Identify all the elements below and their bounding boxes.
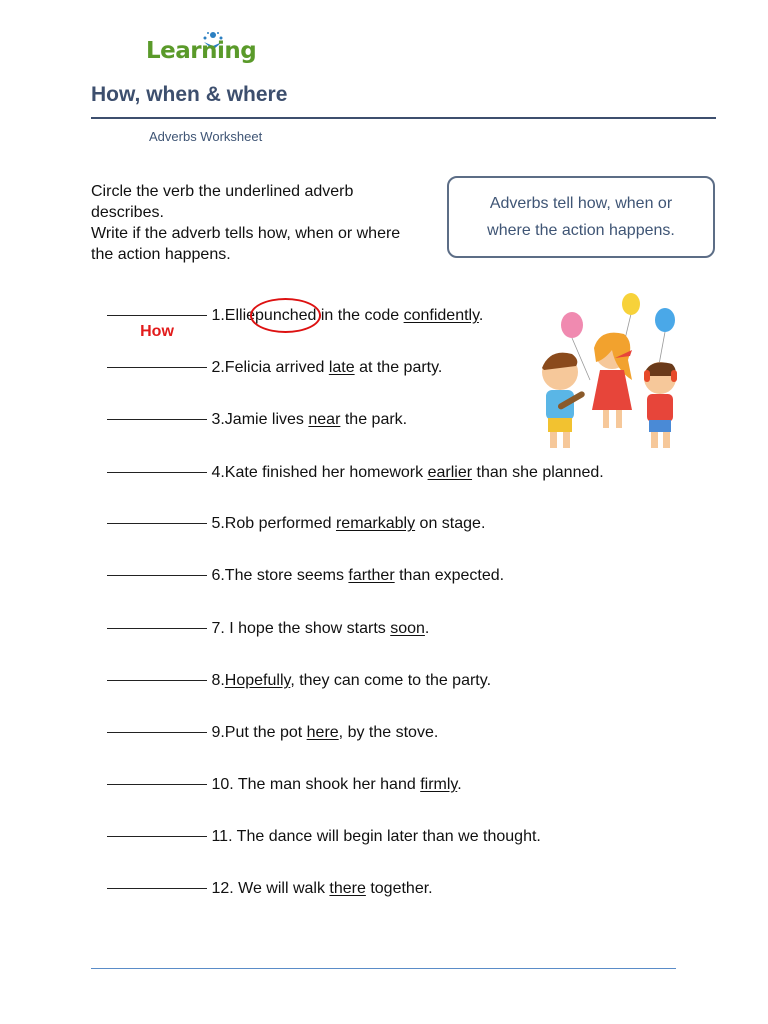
question-text: The man shook her hand xyxy=(233,776,421,793)
underlined-adverb: late xyxy=(328,359,355,376)
question-text: Felicia arrived xyxy=(224,359,329,376)
question-number: 5. xyxy=(211,515,225,532)
question-number: 1. xyxy=(211,307,225,324)
question-number: 8. xyxy=(211,672,225,689)
underlined-adverb: farther xyxy=(348,567,395,584)
underlined-adverb: soon xyxy=(390,620,425,637)
question-text: The store seems xyxy=(224,567,349,584)
kids-with-balloons-illustration xyxy=(520,290,700,460)
question-text: on stage. xyxy=(415,515,486,532)
question-9 xyxy=(107,721,438,745)
learning-logo xyxy=(146,30,256,72)
question-text: . xyxy=(478,307,484,324)
question-text: . xyxy=(457,776,462,793)
question-text: The dance will begin later than we thought. xyxy=(232,828,541,845)
question-6 xyxy=(107,564,504,588)
title-divider xyxy=(91,117,716,119)
page-title: How, when & where xyxy=(91,83,288,106)
underlined-adverb: earlier xyxy=(427,464,473,481)
underlined-adverb: there xyxy=(329,880,366,897)
question-number: 12. xyxy=(211,880,234,897)
circled-verb xyxy=(255,304,316,328)
logo-text: Learning xyxy=(146,38,257,64)
answer-text: How xyxy=(140,323,174,340)
underlined-adverb: firmly xyxy=(420,776,458,793)
question-2 xyxy=(107,356,442,380)
underlined-adverb: remarkably xyxy=(335,515,416,532)
question-text: at the party. xyxy=(354,359,443,376)
question-text: than she planned. xyxy=(472,464,604,481)
question-8 xyxy=(107,669,491,693)
question-text: Kate finished her homework xyxy=(224,464,428,481)
footer-divider xyxy=(91,968,676,969)
question-text: the park. xyxy=(340,411,408,428)
question-number: 7. xyxy=(211,620,225,637)
question-4 xyxy=(107,461,604,485)
question-text: I hope the show starts xyxy=(224,620,391,637)
question-number: 6. xyxy=(211,567,225,584)
question-number: 3. xyxy=(211,411,225,428)
question-3 xyxy=(107,408,407,432)
question-number: 2. xyxy=(211,359,225,376)
question-7 xyxy=(107,617,429,641)
underlined-adverb: Hopefully xyxy=(224,672,291,689)
question-number: 4. xyxy=(211,464,225,481)
circle-mark xyxy=(250,298,321,333)
question-12 xyxy=(107,877,433,901)
question-10 xyxy=(107,773,462,797)
question-text: together. xyxy=(365,880,433,897)
verb-text: punched xyxy=(255,307,317,324)
page-subtitle: Adverbs Worksheet xyxy=(149,129,263,144)
underlined-adverb: here xyxy=(306,724,339,741)
question-text: in the code xyxy=(316,307,404,324)
underlined-adverb: near xyxy=(308,411,341,428)
question-text: , by the stove. xyxy=(338,724,439,741)
instruction-line: Circle the verb the underlined adverb describes. xyxy=(91,183,354,221)
question-text: Rob performed xyxy=(224,515,336,532)
question-text: We will walk xyxy=(233,880,330,897)
question-number: 9. xyxy=(211,724,225,741)
info-box-text: Adverbs tell how, when or where the action happens. xyxy=(487,195,675,239)
question-text: Ellie xyxy=(224,307,256,324)
question-text: Jamie lives xyxy=(224,411,309,428)
question-1 xyxy=(107,304,484,340)
question-5 xyxy=(107,512,485,536)
instructions xyxy=(91,181,411,265)
question-text: , they can come to the party. xyxy=(290,672,492,689)
info-box xyxy=(447,176,715,258)
instruction-line: Write if the adverb tells how, when or where the action happens. xyxy=(91,225,401,263)
underlined-adverb: confidently xyxy=(403,307,479,324)
question-11 xyxy=(107,825,541,849)
question-text: than expected. xyxy=(394,567,505,584)
question-number: 11. xyxy=(211,828,233,845)
question-number: 10. xyxy=(211,776,234,793)
question-text: . xyxy=(424,620,430,637)
question-text: Put the pot xyxy=(224,724,307,741)
